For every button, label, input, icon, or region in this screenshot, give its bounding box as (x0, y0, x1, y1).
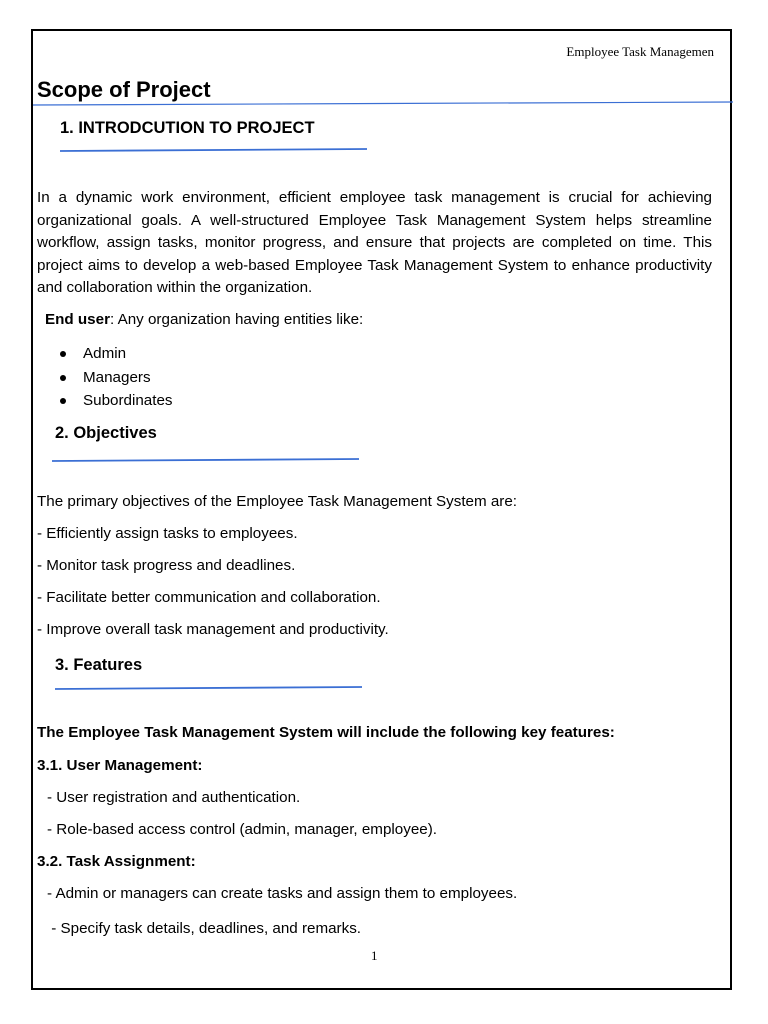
end-user-text: : Any organization having entities like: (110, 311, 364, 328)
section-underline (52, 458, 359, 462)
bullet-icon (60, 351, 66, 357)
objectives-intro: The primary objectives of the Employee Task Management System are: (37, 493, 518, 510)
section-heading-features: 3. Features (55, 656, 143, 674)
section-heading-objectives: 2. Objectives (55, 424, 157, 442)
objective-item: - Improve overall task management and productivity. (37, 621, 389, 638)
bullet-icon (60, 375, 66, 381)
objective-item: - Monitor task progress and deadlines. (37, 557, 296, 574)
end-user-label: End user (45, 311, 110, 328)
list-item: Subordinates (58, 389, 173, 413)
running-header: Employee Task Managemen (566, 44, 714, 59)
subsection-heading-user-management: 3.1. User Management: (37, 757, 203, 774)
section-heading-introduction: 1. INTRODCUTION TO PROJECT (60, 119, 315, 137)
feature-item: - Admin or managers can create tasks and assign them to employees. (47, 885, 518, 902)
bullet-icon (60, 398, 66, 404)
features-intro: The Employee Task Management System will include the following key features: (37, 724, 615, 741)
list-item: Admin (58, 342, 173, 366)
intro-paragraph: In a dynamic work environment, efficient employee task management is crucial for achieving organizational goals. A well-structured Employee Task Management System helps streamline workflow, assign tasks, monitor progress, and ensure that projects are completed on time. This project aims to develop a web-based Employee Task Management System to enhance productivity and collaboration within the organization. (37, 189, 712, 296)
feature-item: - Specify task details, deadlines, and remarks. (47, 920, 362, 937)
section-underline (55, 686, 362, 690)
title-underline (33, 101, 733, 106)
subsection-heading-task-assignment: 3.2. Task Assignment: (37, 853, 196, 870)
page-number: 1 (371, 948, 378, 963)
entity-list (58, 342, 173, 413)
list-item: Managers (58, 366, 173, 390)
feature-item: - Role-based access control (admin, manager, employee). (47, 821, 437, 838)
feature-item: - User registration and authentication. (47, 789, 301, 806)
end-user-line (45, 311, 363, 328)
page-title: Scope of Project (37, 77, 211, 102)
objective-item: - Facilitate better communication and collaboration. (37, 589, 381, 606)
section-underline (60, 148, 367, 152)
objective-item: - Efficiently assign tasks to employees. (37, 525, 298, 542)
